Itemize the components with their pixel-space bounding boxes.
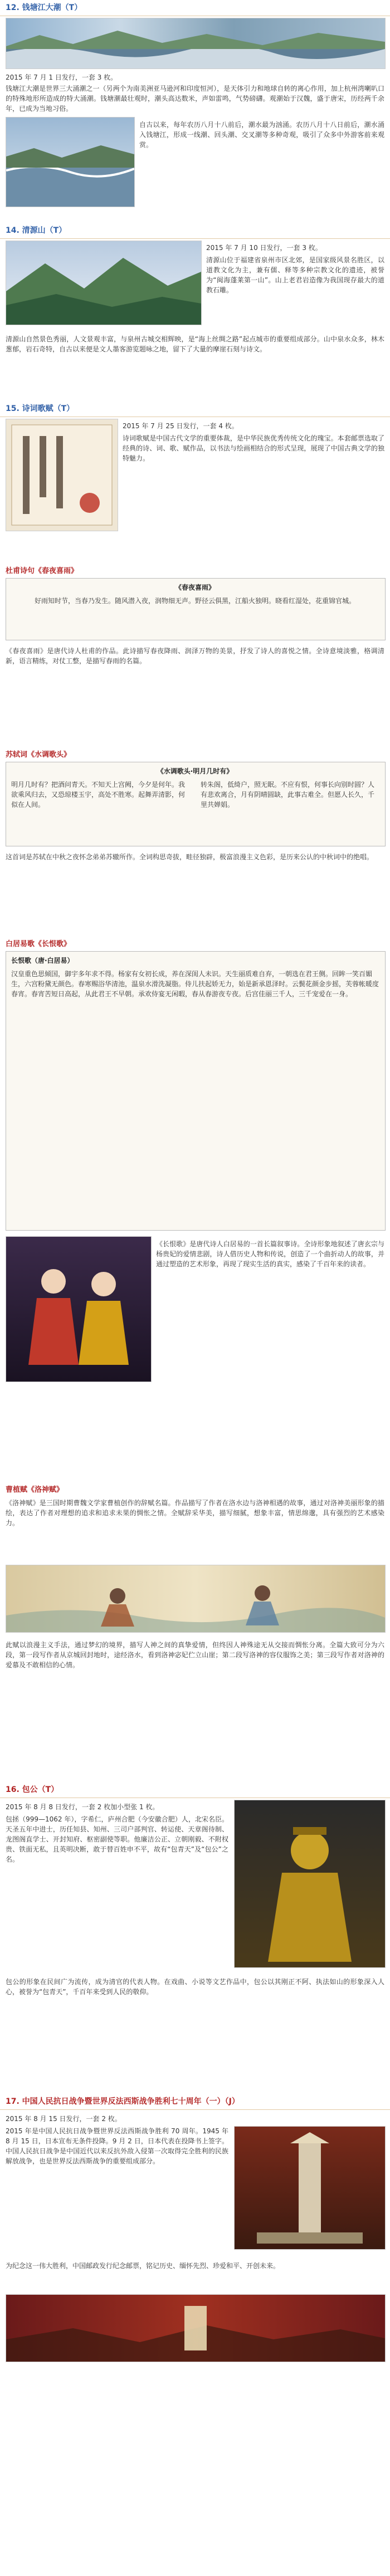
- section-15b-subtitle: 苏轼词《水调歌头》: [6, 751, 71, 759]
- poem-title-changhen: [11, 956, 379, 966]
- poem-note2-luoshen: 此赋以浪漫主义手法，通过梦幻的境界，描写人神之间的真挚爱情，但终因人神殊途无从交接而惆怅分离。全篇大致可分为六段，第一段写作者从京城回封地时，途经洛水，看到洛神宓妃伫立山崖；第二段写洛神的容仪服饰之美；第三段写作者对洛神的爱慕及不敢相信的心情。: [6, 1641, 384, 1669]
- poem-note-chunye: 《春夜喜雨》是唐代诗人杜甫的作品。此诗描写春夜降雨、润泽万物的美景，抒发了诗人的喜悦之情。全诗意境淡雅，格调清新，语言精练，对仗工整，是描写春雨的名篇。: [6, 647, 384, 665]
- section-14: [0, 223, 390, 401]
- section-16-meta: 2015 年 8 月 8 日发行，一套 2 枚加小型张 1 枚。: [6, 1803, 159, 1811]
- section-15a: [0, 562, 390, 746]
- section-15a-subtitle: 杜甫诗句《春夜喜雨》: [6, 567, 79, 575]
- anti-war-panorama: [6, 2294, 386, 2362]
- section-12-body2: 自古以来，每年农历八月十八前后，潮水最为汹涌。农历八月十八日前后，潮水涌入钱塘江，形成一线潮、回头潮、交叉潮等多种奇观，吸引了众多中外游客前来观赏。: [139, 121, 384, 149]
- section-15d: [0, 1481, 390, 1782]
- poem-title-chunye: [11, 582, 379, 592]
- poem-text-shuidiao-1: 明月几时有？把酒问青天。不知天上宫阙，今夕是何年。我欲乘风归去，又恐琼楼玉宇，高处不胜寒。起舞弄清影，何似在人间。: [11, 781, 186, 809]
- section-17: [0, 2094, 390, 2576]
- tide-photo-illustration: [6, 117, 134, 207]
- section-15-body: 诗词歌赋是中国古代文学的重要体裁，是中华民族优秀传统文化的瑰宝。本套邮票选取了经典的诗、词、歌、赋作品，以书法与绘画相结合的形式呈现，展现了中国古典文学的独特魅力。: [123, 434, 384, 462]
- section-14-body2: 清源山自然景色秀丽，人文景观丰富，与泉州古城交相辉映，是“海上丝绸之路”起点城市的重要组成部分。山中泉水众多，林木葱郁，岩石奇特，自古以来便是文人墨客游览题咏之地，留下了大量的摩崖石刻与诗文。: [6, 335, 384, 353]
- section-15-meta: 2015 年 7 月 25 日发行，一套 4 枚。: [123, 422, 238, 430]
- section-14-body: 清源山位于福建省泉州市区北郊，是国家级风景名胜区，以道教文化为主，兼有儒、释等多种宗教文化的遗迹，被誉为“闽海蓬莱第一山”。山上老君岩造像为我国现存最大的道教石雕。: [206, 256, 384, 294]
- luoshen-scroll-illustration: [6, 1565, 385, 1632]
- baogong-statue-photo: [234, 1800, 386, 1968]
- poem-title-text: 长恨歌（唐·白居易）: [11, 957, 74, 964]
- baogong-statue-illustration: [235, 1800, 385, 1967]
- section-15d-subtitle: 曹植赋《洛神赋》: [6, 1486, 64, 1494]
- section-15-title: 15. 诗词歌赋（T）: [0, 401, 390, 417]
- calligraphy-illustration: [6, 419, 118, 531]
- section-14-meta: 2015 年 7 月 10 日发行，一套 3 枚。: [206, 244, 322, 252]
- section-15c: [0, 936, 390, 1481]
- mountain-illustration: [6, 241, 201, 325]
- section-16-body2: 包公的形象在民间广为流传，成为清官的代表人物。在戏曲、小说等文艺作品中，包公以其刚正不阿、执法如山的形象深入人心，被誉为“包青天”，千百年来受到人民的敬仰。: [6, 1978, 384, 1996]
- section-17-meta: 2015 年 8 月 15 日发行，一套 2 枚。: [6, 2115, 121, 2123]
- poetry-stamp-image: [6, 419, 118, 531]
- poem-note-luoshen: 《洛神赋》是三国时期曹魏文学家曹植创作的辞赋名篇。作品描写了作者在洛水边与洛神相遇的故事，通过对洛神美丽形象的描绘，表达了作者对理想的追求和追求未果的惆怅之情。全赋辞采华美，描写细腻，想象丰富，情思绵邈，具有强烈的艺术感染力。: [6, 1499, 384, 1527]
- qiantang-stamp-image: [6, 18, 386, 69]
- section-16-body: 包拯（999—1062 年），字希仁，庐州合肥（今安徽合肥）人，北宋名臣。天圣五年中进士，历任知县、知州、三司户部判官、转运使、天章阁待制、龙图阁直学士、开封知府、枢密副使等职。他廉洁公正、立朝刚毅、不附权贵、铁面无私，且英明决断，敢于替百姓申不平，故有“包青天”及“包公”之名。: [6, 1815, 228, 1863]
- poem-title-text: 《春夜喜雨》: [174, 584, 215, 591]
- section-12: [0, 0, 390, 223]
- qiantang-photo: [6, 117, 135, 207]
- section-15b: [0, 746, 390, 936]
- section-15: [0, 401, 390, 562]
- poem-text-shuidiao-2: 转朱阁，低绮户，照无眠。不应有恨，何事长向别时圆？人有悲欢离合，月有阴晴圆缺，此事古难全。但愿人长久，千里共婵娟。: [201, 781, 375, 809]
- memorial-illustration: [235, 2127, 385, 2249]
- section-17-body: 2015 年是中国人民抗日战争暨世界反法西斯战争胜利 70 周年。1945 年 8 月 15 日，日本宣布无条件投降。9 月 2 日，日本代表在投降书上签字。中国人民抗日战争是中国近代以来反抗外敌入侵第一次取得完全胜利的民族解放战争，也是世界反法西斯战争的重要组成部分。: [6, 2127, 228, 2165]
- qingyuan-stamp-image: [6, 241, 202, 325]
- anti-war-stamp-image: [234, 2126, 386, 2250]
- poem-text-chunye: 好雨知时节，当春乃发生。随风潜入夜，润物细无声。野径云俱黑，江船火独明。晓看红湿处，花重锦官城。: [34, 597, 355, 605]
- section-16-title: 16. 包公（T）: [0, 1782, 390, 1798]
- section-14-title: 14. 清源山（T）: [0, 223, 390, 239]
- section-17-body2: 为纪念这一伟大胜利，中国邮政发行纪念邮票，铭记历史、缅怀先烈、珍爱和平、开创未来。: [6, 2262, 280, 2270]
- section-12-meta: 2015 年 7 月 1 日发行，一套 3 枚。: [6, 74, 118, 81]
- commemoration-illustration: [6, 2295, 385, 2362]
- section-12-body: 钱塘江大潮是世界三大涌潮之一（另两个为南美洲亚马逊河和印度恒河），是天体引力和地球自转的离心作用，加上杭州湾喇叭口的特殊地形所造成的特大涌潮。钱塘潮最壮观时，潮头高达数米，声如雷鸣，气势磅礴。观潮始于汉魏，盛于唐宋，历经两千余年，已成为当地习俗。: [6, 85, 384, 112]
- poem-text-changhen: 汉皇重色思倾国，御宇多年求不得。杨家有女初长成，养在深闺人未识。天生丽质难自弃，一朝选在君王侧。回眸一笑百媚生，六宫粉黛无颜色。春寒赐浴华清池，温泉水滑洗凝脂。侍儿扶起娇无力，始是新承恩泽时。云鬓花颜金步摇，芙蓉帐暖度春宵。春宵苦短日高起，从此君王不早朝。承欢侍宴无闲暇，春从春游夜专夜。后宫佳丽三千人，三千宠爱在一身。: [11, 970, 379, 998]
- poem-title-shuidiao: [11, 766, 379, 776]
- poem-note-changhen: 《长恨歌》是唐代诗人白居易的一首长篇叙事诗。全诗形象地叙述了唐玄宗与杨贵妃的爱情悲剧，诗人借历史人物和传说，创造了一个曲折动人的故事，并通过塑造的艺术形象，再现了现实生活的真实，感染了千百年来的读者。: [156, 1240, 384, 1268]
- poem-note-shuidiao: 这首词是苏轼在中秋之夜怀念弟弟苏辙所作。全词构思奇拔，畦径独辟，极富浪漫主义色彩，是历来公认的中秋词中的绝唱。: [6, 853, 374, 861]
- section-17-title: 17. 中国人民抗日战争暨世界反法西斯战争胜利七十周年（一）（J）: [0, 2094, 390, 2110]
- section-16: [0, 1782, 390, 2094]
- opera-photo: [6, 1236, 152, 1382]
- section-12-title: 12. 钱塘江大潮（T）: [0, 0, 390, 16]
- luoshen-painting: [6, 1565, 386, 1633]
- opera-performers-illustration: [6, 1237, 151, 1382]
- poem-title-text: 《水调歌头·明月几时有》: [157, 767, 233, 775]
- stamp-panorama-illustration: [6, 18, 385, 68]
- section-15c-subtitle: 白居易歌《长恨歌》: [6, 940, 71, 948]
